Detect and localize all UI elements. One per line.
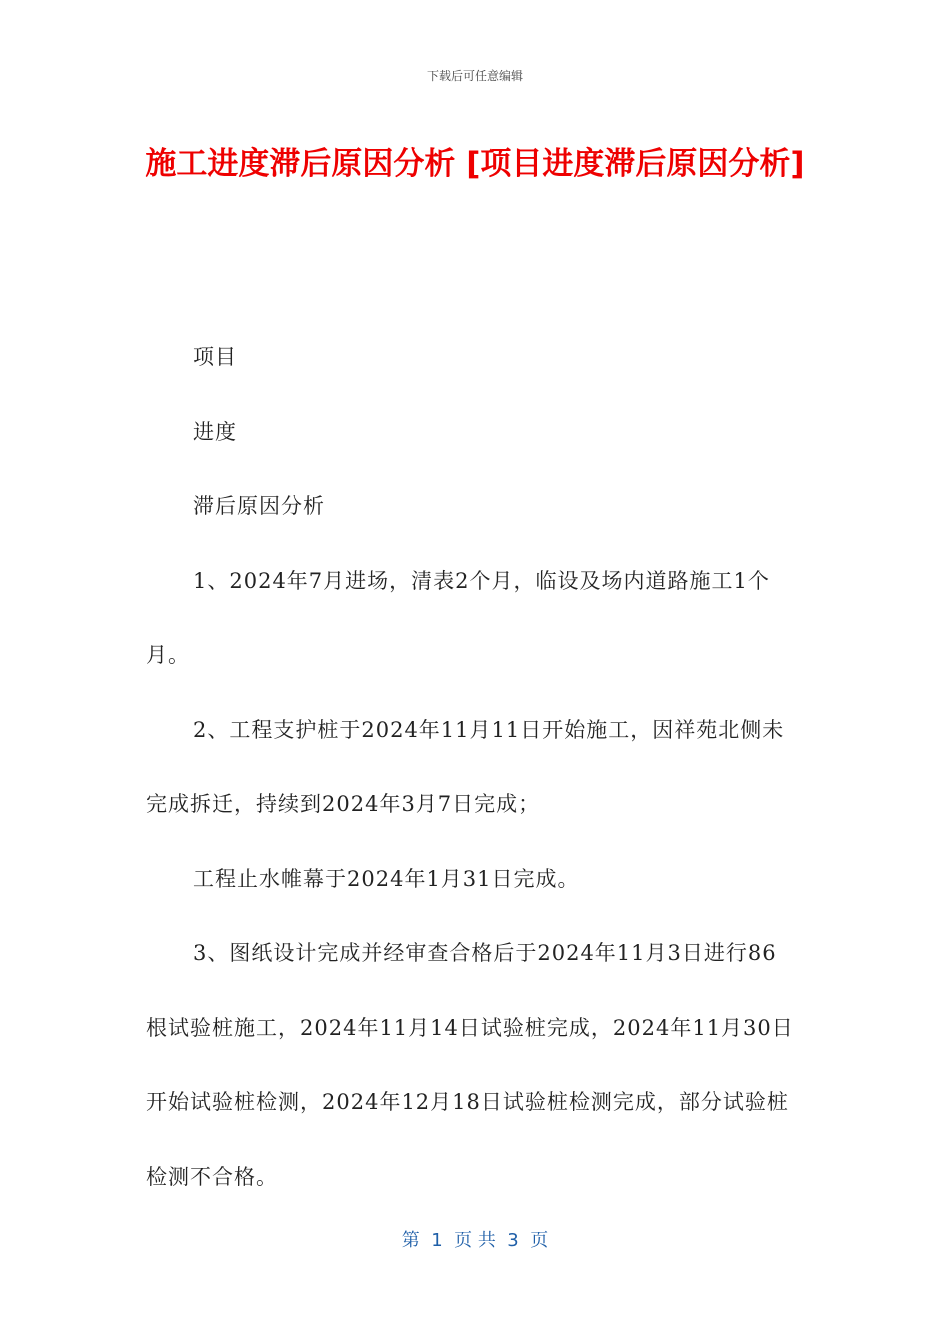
paragraph-waterproof-curtain: 工程止水帷幕于2024年1月31日完成。 <box>193 866 580 891</box>
document-body <box>146 320 796 1214</box>
paragraph-item-1: 1、2024年7月进场，清表2个月，临设及场内道路施工1个月。 <box>146 568 770 667</box>
page-number: 第 1 页 共 3 页 <box>401 1230 549 1251</box>
paragraph-project: 项目 <box>193 345 237 369</box>
download-note: 下载后可任意编辑 <box>426 69 523 83</box>
paragraph-item-2: 2、工程支护桩于2024年11月11日开始施工，因祥苑北侧未完成拆迁，持续到2024年3月7日完成； <box>146 717 785 816</box>
paragraph-delay-analysis: 滞后原因分析 <box>193 494 325 518</box>
paragraph-progress: 进度 <box>193 419 237 444</box>
paragraph-item-3: 3、图纸设计完成并经审查合格后于2024年11月3日进行86根试验桩施工，2024年11月14日试验桩完成，2024年11月30日开始试验桩检测，2024年12月18日试验桩检测完成，部分试验桩检测不合格。 <box>146 941 794 1189</box>
document-title: 施工进度滞后原因分析 [项目进度滞后原因分析] <box>145 146 805 182</box>
